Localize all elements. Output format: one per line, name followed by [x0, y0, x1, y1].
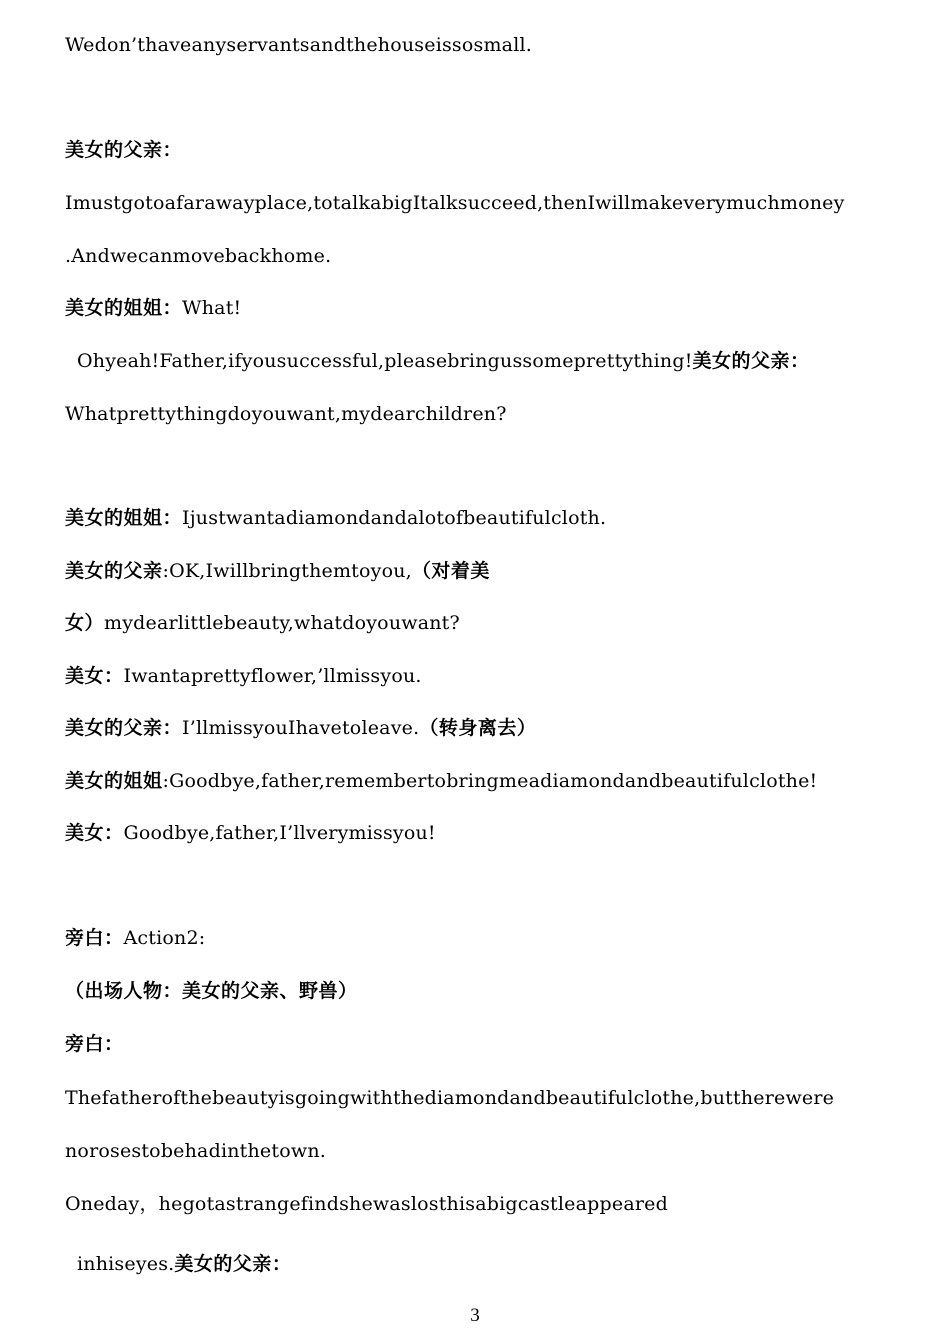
text-line [65, 1086, 834, 1110]
narrator-label: 旁白： [65, 927, 124, 949]
text-line [65, 1139, 326, 1163]
stage-direction: （转身离去） [419, 717, 537, 739]
dialogue-text: I’llmissyouIhavetoleave. [182, 717, 420, 739]
speaker-label: 美女的父亲： [65, 717, 183, 739]
cast-list: （出场人物：美女的父亲、野兽） [65, 980, 358, 1002]
dialogue-line [65, 296, 241, 320]
speaker-label: 美女的姐姐： [65, 297, 183, 319]
text-span: Thefatherofthebeautyisgoingwiththediamondandbeautifulclothe,buttherewere [65, 1087, 835, 1109]
stage-direction: （对着美 [411, 560, 490, 582]
narrator-label: 旁白： [65, 1033, 124, 1055]
speaker-label: 美女的父亲 [65, 560, 163, 582]
text-span: Imustgotoafarawayplace,totalkabigItalksucceed,thenIwillmakeverymuchmoney [65, 192, 845, 214]
speaker-label: 美女： [65, 665, 124, 687]
text-span: inhiseyes. [77, 1253, 175, 1275]
dialogue-line [77, 1252, 291, 1276]
cast-line [65, 979, 358, 1003]
dialogue-text: mydearlittlebeauty,whatdoyouwant? [104, 612, 460, 634]
dialogue-text: Iwantaprettyflower,’llmissyou. [123, 665, 422, 687]
text-span: Oneday，hegotastrangefindshewaslosthisabigcastleappeared [65, 1193, 668, 1215]
text-line [65, 1192, 668, 1216]
dialogue-text: :OK,Iwillbringthemtoyou, [162, 560, 412, 582]
speaker-label: 美女的父亲： [65, 139, 183, 161]
dialogue-line [77, 349, 810, 373]
dialogue-line [65, 821, 436, 845]
dialogue-text: What! [182, 297, 242, 319]
text-line [65, 244, 331, 268]
dialogue-line [65, 664, 422, 688]
dialogue-line [65, 716, 536, 740]
text-span: Whatprettythingdoyouwant,mydearchildren? [65, 403, 507, 425]
dialogue-line [65, 559, 490, 583]
speaker-label: 美女的父亲： [692, 350, 810, 372]
speaker-label: 美女的父亲： [174, 1253, 292, 1275]
dialogue-line [65, 506, 606, 530]
speaker-label: 美女： [65, 822, 124, 844]
text-span: Wedon’thaveanyservantsandthehouseissosmall. [65, 34, 532, 56]
dialogue-text: :Goodbye,father,remembertobringmeadiamondandbeautifulclothe! [162, 770, 818, 792]
dialogue-text: Goodbye,father,I’llverymissyou! [123, 822, 436, 844]
text-line [65, 33, 532, 57]
narration-line [65, 1032, 124, 1056]
narration-line [65, 926, 205, 950]
speaker-label: 美女的姐姐： [65, 507, 183, 529]
speaker-line [65, 138, 182, 162]
dialogue-line [65, 611, 460, 635]
dialogue-text: Ijustwantadiamondandalotofbeautifulcloth. [182, 507, 607, 529]
speaker-label: 美女的姐姐 [65, 770, 163, 792]
stage-direction: 女） [65, 612, 105, 634]
scene-heading: Action2: [123, 927, 206, 949]
text-span: norosestobehadinthetown. [65, 1140, 326, 1162]
dialogue-line [65, 769, 817, 793]
text-line [65, 402, 507, 426]
dialogue-text: Ohyeah!Father,ifyousuccessful,pleasebringussomeprettything! [77, 350, 693, 372]
page-number: 3 [470, 1305, 480, 1326]
text-line [65, 191, 845, 215]
text-span: .Andwecanmovebackhome. [65, 245, 332, 267]
